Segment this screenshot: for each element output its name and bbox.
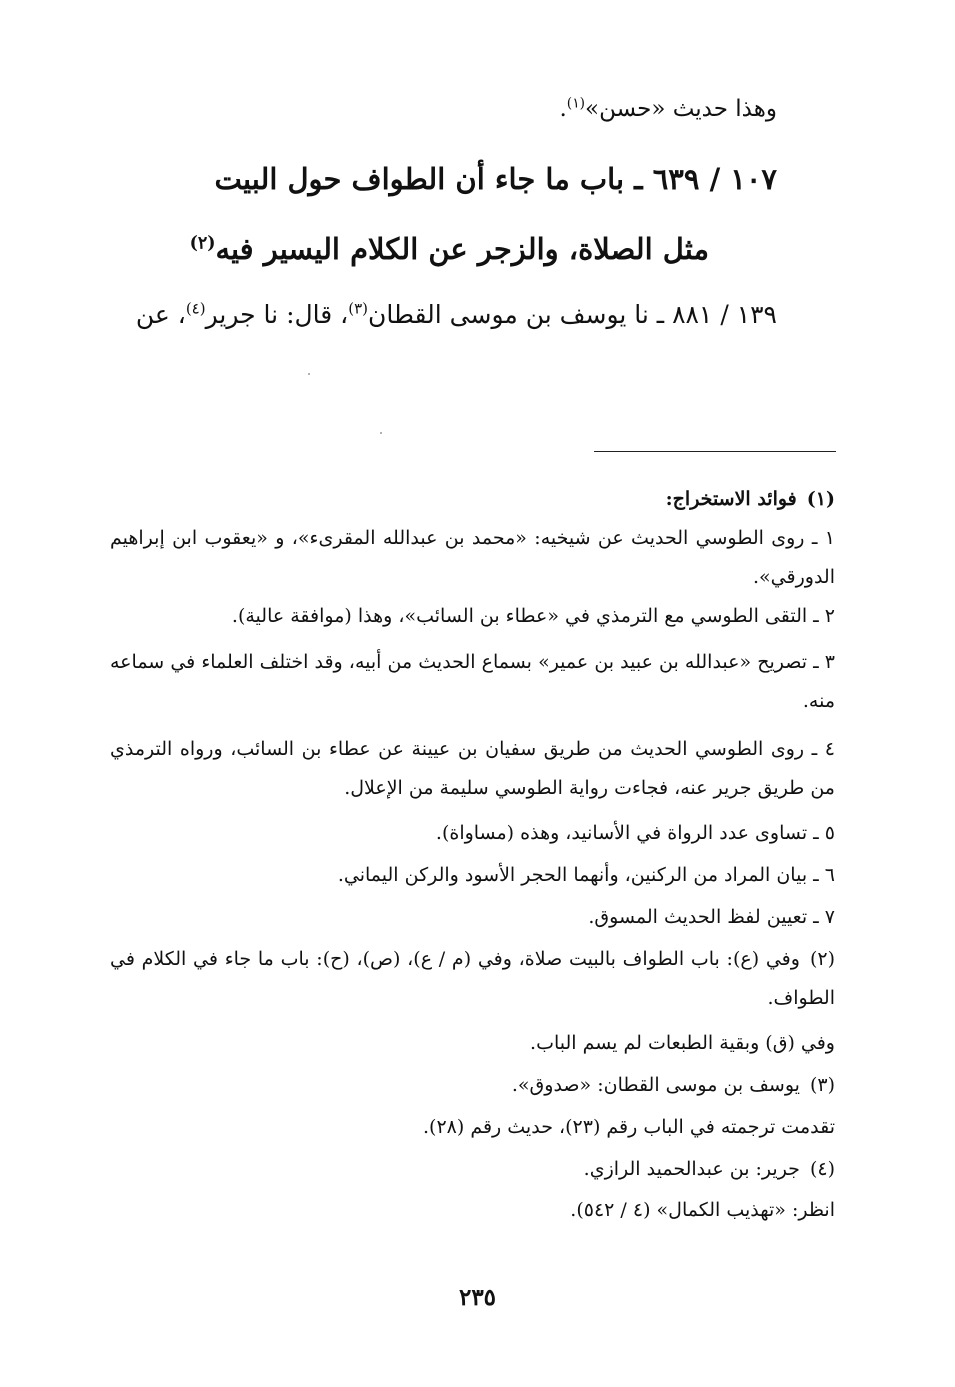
footnote-1-number: (١) (806, 488, 835, 510)
footnote-4-number: (٤) (809, 1158, 835, 1180)
chapter-title-line-2-text: مثل الصلاة، والزجر عن الكلام اليسير فيه (215, 232, 709, 266)
footnote-2-number: (٢) (809, 948, 835, 970)
footnote-1-heading (110, 480, 835, 519)
footnote-1-item: ٥ ـ تساوى عدد الرواة في الأسانيد، وهذه (مساواة). (435, 822, 835, 844)
footnote-4 (110, 1150, 835, 1189)
hadith-text-part-1: ١٣٩ / ٨٨١ ـ نا يوسف بن موسى القطان (368, 300, 777, 329)
footnote-4-text: جرير: بن عبدالحميد الرازي. (583, 1158, 800, 1180)
footnote-1-item: ٣ ـ تصريح «عبدالله بن عبيد بن عمير» بسماع الحديث من أبيه، وقد اختلف العلماء في سماعه منه. (110, 651, 835, 712)
footnote-ref-3: (٣) (348, 299, 369, 318)
footnote-1-item: ٧ ـ تعيين لفظ الحديث المسوق. (588, 906, 835, 928)
chapter-title-line-2 (190, 232, 709, 266)
footnote-4-continuation: انظر: «تهذيب الكمال» (٤ / ٥٤٢). (570, 1199, 835, 1221)
footnote-3-number: (٣) (809, 1074, 835, 1096)
footnote-2-continuation: وفي (ق) وبقية الطبعات لم يسم الباب. (530, 1032, 835, 1054)
footnote-ref-1: (١) (566, 95, 585, 112)
top-line (559, 96, 777, 122)
page-number: ٢٣٥ (458, 1284, 497, 1311)
hadith-text-part-3: ، عن (135, 300, 186, 329)
footnote-1-title: فوائد الاستخراج: (665, 488, 797, 510)
chapter-title-line-1: ١٠٧ / ٦٣٩ ـ باب ما جاء أن الطواف حول البيت (214, 162, 777, 196)
footnote-1-item: ١ ـ روى الطوسي الحديث عن شيخيه: «محمد بن عبدالله المقرىء»، و «يعقوب ابن إبراهيم الدورقي». (110, 527, 835, 588)
footnote-1-item: ٤ ـ روى الطوسي الحديث من طريق سفيان بن عيينة عن عطاء بن السائب، ورواه الترمذي من طريق جرير عنه، فجاءت رواية الطوسي سليمة من الإعلال. (110, 738, 835, 799)
footnote-ref-4: (٤) (185, 299, 206, 318)
footnote-2 (110, 940, 835, 1018)
footnote-3-continuation: تقدمت ترجمته في الباب رقم (٢٣)، حديث رقم (٢٨). (423, 1116, 835, 1138)
scan-speck (380, 432, 382, 434)
top-line-text: وهذا حديث «حسن» (585, 96, 777, 122)
footnote-3-text: يوسف بن موسى القطان: «صدوق». (511, 1074, 800, 1096)
top-line-period: . (559, 96, 567, 122)
scan-speck (308, 373, 310, 375)
footnote-1-item: ٢ ـ التقى الطوسي مع الترمذي في «عطاء بن السائب»، وهذا (موافقة عالية). (231, 605, 835, 627)
footnote-1-item: ٦ ـ بيان المراد من الركنين، وأنهما الحجر الأسود والركن اليماني. (337, 864, 835, 886)
hadith-text-part-2: ، قال: نا جرير (205, 300, 349, 329)
footnote-separator (594, 451, 836, 452)
footnote-ref-2: (٢) (189, 233, 216, 254)
footnote-3 (110, 1066, 835, 1105)
hadith-line (136, 300, 777, 329)
footnote-2-text: وفي (ع): باب الطواف بالبيت صلاة، وفي (م / ع)، (ص)، (ح): باب ما جاء في الكلام في الطواف. (110, 948, 835, 1009)
